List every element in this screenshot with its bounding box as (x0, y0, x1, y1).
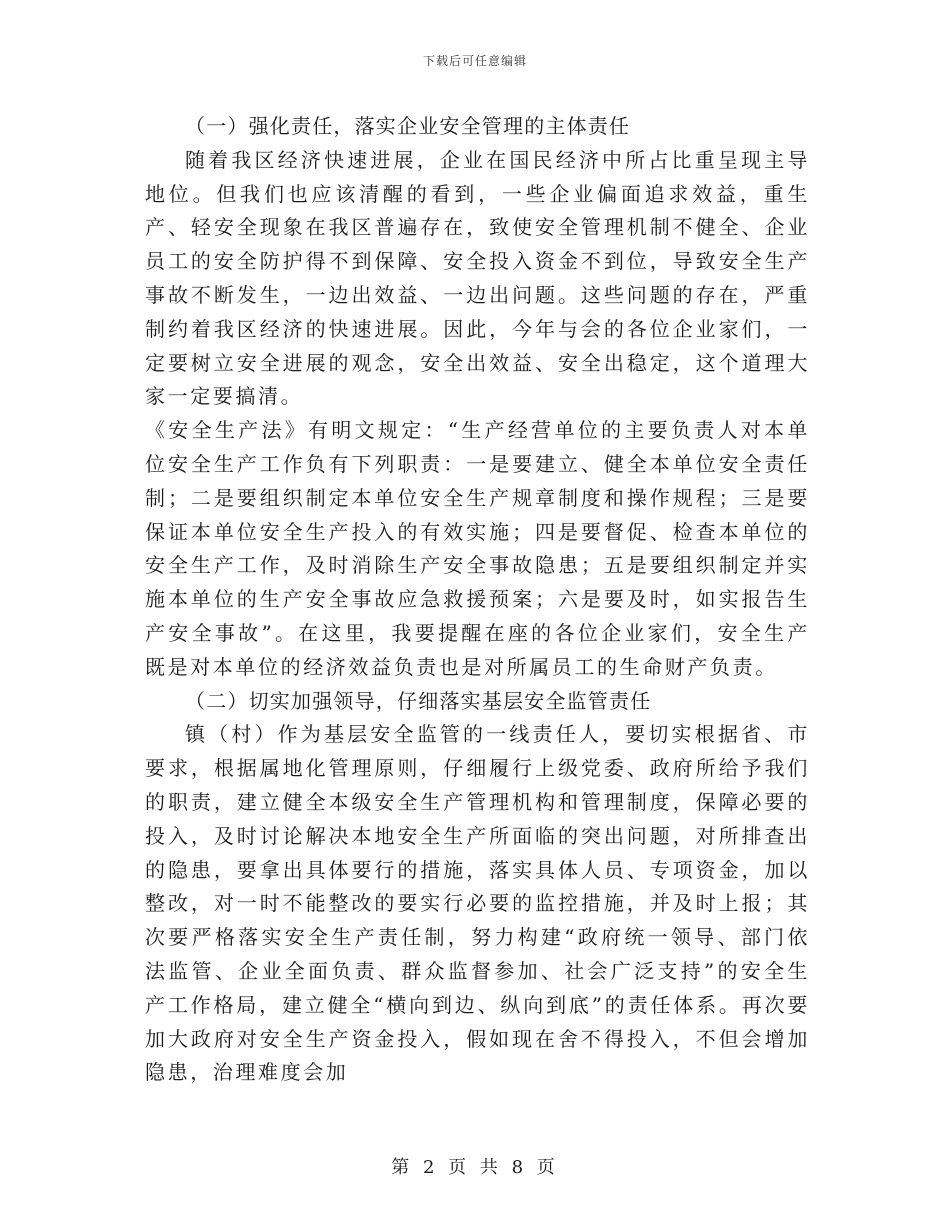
paragraph-1: 随着我区经济快速进展，企业在国民经济中所占比重呈现主导地位。但我们也应该清醒的看到，一些企业偏面追求效益，重生产、轻安全现象在我区普遍存在，致使安全管理机制不健全、企业员工的安全防护得不到保障、安全投入资金不到位，导致安全生产事故不断发生，一边出效益、一边出问题。这些问题的存在，严重制约着我区经济的快速进展。因此，今年与会的各位企业家们，一定要树立安全进展的观念，安全出效益、安全出稳定，这个道理大家一定要搞清。 (145, 147, 810, 409)
page-header-note: 下载后可任意编辑 (422, 54, 527, 68)
page-number-footer: 第 2 页 共 8 页 (391, 1157, 559, 1178)
section-heading-1: （一）强化责任，落实企业安全管理的主体责任 (185, 114, 631, 138)
section-heading-2: （二）切实加强领导，仔细落实基层安全监管责任 (185, 688, 652, 713)
document-body (145, 110, 810, 1090)
paragraph-2: 《安全生产法》有明文规定：“生产经营单位的主要负责人对本单位安全生产工作负有下列职责：一是要建立、健全本单位安全责任制；二是要组织制定本单位安全生产规章制度和操作规程；三是要保证本单位安全生产投入的有效实施；四是要督促、检查本单位的安全生产工作，及时消除生产安全事故隐患；五是要组织制定并实施本单位的生产安全事故应急救援预案；六是要及时，如实报告生产安全事故”。在这里，我要提醒在座的各位企业家们，安全生产既是对本单位的经济效益负责也是对所属员工的生命财产负责。 (145, 418, 810, 679)
paragraph-3: 镇（村）作为基层安全监管的一线责任人，要切实根据省、市要求，根据属地化管理原则，仔细履行上级党委、政府所给予我们的职责，建立健全本级安全生产管理机构和管理制度，保障必要的投入，及时讨论解决本地安全生产所面临的突出问题，对所排查出的隐患，要拿出具体要行的措施，落实具体人员、专项资金，加以整改，对一时不能整改的要实行必要的监控措施，并及时上报；其次要严格落实安全生产责任制，努力构建“政府统一领导、部门依法监管、企业全面负责、群众监督参加、社会广泛支持”的安全生产工作格局，建立健全“横向到边、纵向到底”的责任体系。再次要加大政府对安全生产资金投入，假如现在舍不得投入，不但会增加隐患，治理难度会加 (145, 722, 810, 1085)
